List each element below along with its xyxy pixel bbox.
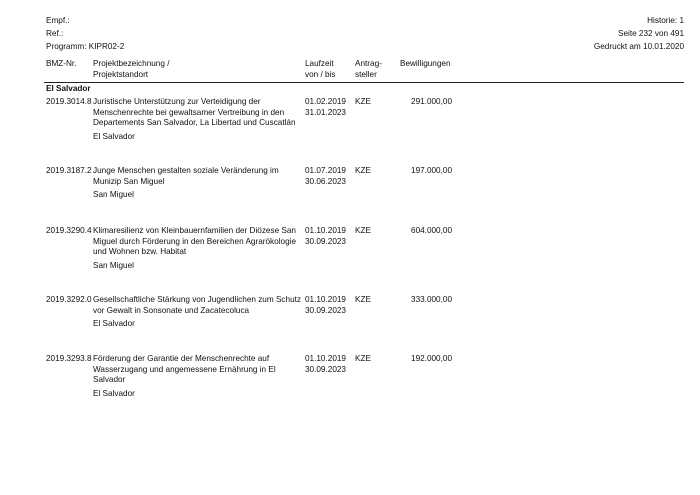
- bmz-number: 2019.3290.4: [46, 226, 92, 235]
- column-header-laufzeit-line1: Laufzeit: [305, 59, 334, 68]
- reference-label: Ref.:: [46, 29, 64, 38]
- bmz-number: 2019.3014.8: [46, 97, 92, 106]
- runtime-cell: [305, 295, 346, 316]
- table-row: [0, 226, 700, 286]
- project-cell: [93, 226, 305, 271]
- column-header-project-line2: Projektstandort: [93, 69, 149, 79]
- recipient-label: Empf.:: [46, 16, 70, 25]
- project-cell: [93, 354, 305, 399]
- table-row: [0, 166, 700, 226]
- project-title: Juristische Unterstützung zur Verteidigung der Menschenrechte bei gewaltsamer Vertreibung in den Departements San Salvador, La Libertad und Cuscatlán: [93, 97, 296, 127]
- column-header-antrag-line2: steller: [355, 69, 377, 79]
- runtime-cell: [305, 166, 346, 187]
- header-divider: [44, 82, 684, 83]
- print-date: Gedruckt am 10.01.2020: [593, 42, 684, 51]
- table-row: [0, 295, 700, 355]
- table-row: [0, 354, 700, 414]
- approved-amount: 604.000,00: [411, 226, 452, 235]
- project-location: El Salvador: [93, 131, 135, 141]
- table-row: [0, 97, 700, 157]
- column-header-bmz: BMZ-Nr.: [46, 59, 77, 68]
- country-heading: El Salvador: [46, 84, 91, 93]
- end-date: 30.09.2023: [305, 305, 346, 315]
- column-header-laufzeit-line2: von / bis: [305, 69, 336, 79]
- end-date: 30.06.2023: [305, 176, 346, 186]
- end-date: 31.01.2023: [305, 107, 346, 117]
- runtime-cell: [305, 226, 346, 247]
- approved-amount: 333.000,00: [411, 295, 452, 304]
- end-date: 30.09.2023: [305, 364, 346, 374]
- column-header-laufzeit: [305, 59, 336, 80]
- project-location: San Miguel: [93, 260, 134, 270]
- column-header-antrag-line1: Antrag-: [355, 59, 382, 68]
- start-date: 01.02.2019: [305, 97, 346, 106]
- project-location: San Miguel: [93, 190, 134, 199]
- approved-amount: 291.000,00: [411, 97, 452, 106]
- project-cell: [93, 295, 305, 330]
- applicant: KZE: [355, 97, 371, 106]
- start-date: 01.07.2019: [305, 166, 346, 175]
- applicant: KZE: [355, 295, 371, 304]
- bmz-number: 2019.3292.0: [46, 295, 92, 304]
- project-title: Gesellschaftliche Stärkung von Jugendlichen zum Schutz vor Gewalt in Sonsonate und Zacatecoluca: [93, 295, 301, 315]
- page-counter: Seite 232 von 491: [617, 29, 684, 38]
- project-cell: [93, 97, 305, 142]
- end-date: 30.09.2023: [305, 236, 346, 246]
- project-title: Förderung der Garantie der Menschenrechte auf Wasserzugang und angemessene Ernährung in El Salvador: [93, 354, 276, 384]
- project-location: El Salvador: [93, 319, 135, 328]
- history-label: Historie: 1: [647, 16, 684, 25]
- runtime-cell: [305, 354, 346, 375]
- project-cell: [93, 166, 305, 201]
- applicant: KZE: [355, 226, 371, 235]
- approved-amount: 197.000,00: [411, 166, 452, 175]
- runtime-cell: [305, 97, 346, 118]
- column-header-antragsteller: [355, 59, 382, 80]
- column-header-bewilligungen: Bewilligungen: [400, 59, 451, 68]
- applicant: KZE: [355, 354, 371, 363]
- bmz-number: 2019.3187.2: [46, 166, 92, 175]
- column-header-project-line1: Projektbezeichnung /: [93, 59, 170, 68]
- approved-amount: 192.000,00: [411, 354, 452, 363]
- project-title: Junge Menschen gestalten soziale Veränderung im Munizip San Miguel: [93, 166, 279, 186]
- start-date: 01.10.2019: [305, 354, 346, 363]
- start-date: 01.10.2019: [305, 295, 346, 304]
- column-header-project: [93, 59, 169, 80]
- start-date: 01.10.2019: [305, 226, 346, 235]
- applicant: KZE: [355, 166, 371, 175]
- bmz-number: 2019.3293.8: [46, 354, 92, 363]
- program-label: Programm: KIPR02-2: [46, 42, 125, 51]
- project-title: Klimaresilienz von Kleinbauernfamilien der Diözese San Miguel durch Förderung in den Bereichen Agrarökologie und Wohnen bzw. Habitat: [93, 226, 296, 256]
- project-location: El Salvador: [93, 388, 135, 398]
